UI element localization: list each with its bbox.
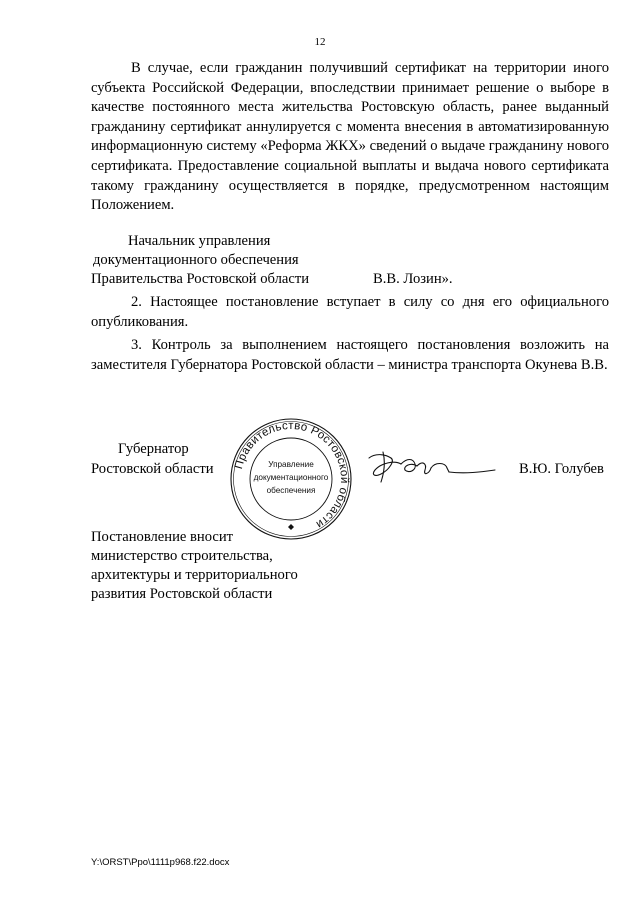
submitted-by-line-2: министерство строительства, <box>91 548 273 564</box>
governor-title-line-1: Губернатор <box>118 441 189 457</box>
governor-signature <box>365 450 497 484</box>
governor-name: В.Ю. Голубев <box>519 461 604 477</box>
paragraph-control: 3. Контроль за выполнением настоящего постановления возложить на заместителя Губернатора Ростовской области – министра транспорта Окунева В.В. <box>91 337 609 373</box>
submitted-by-line-1: Постановление вносит <box>91 529 234 545</box>
paragraph-effective-date: 2. Настоящее постановление вступает в силу со дня его официального опубликования. <box>91 294 609 330</box>
seal-outer-text: Правительство Ростовской области <box>233 419 351 531</box>
seal-star <box>288 524 294 530</box>
official-seal <box>229 417 353 541</box>
page-number: 12 <box>314 36 326 48</box>
seal-inner-line-1: Управление <box>268 460 314 469</box>
seal-inner-line-3: обеспечения <box>266 486 316 495</box>
submitted-by-line-4: развития Ростовской области <box>91 586 273 602</box>
head-signatory-name: В.В. Лозин». <box>373 271 453 287</box>
head-title-line-2: документационного обеспечения <box>93 252 299 268</box>
submitted-by-line-3: архитектуры и территориального <box>91 567 298 583</box>
head-title-line-3: Правительства Ростовской области <box>91 271 310 287</box>
governor-title-line-2: Ростовской области <box>91 461 214 477</box>
seal-inner-line-2: документационного <box>253 473 329 482</box>
paragraph-certificate: В случае, если гражданин получивший сертификат на территории иного субъекта Российской Федерации, впоследствии принимает решение о выборе в качестве постоянного места жительства Ростовскую область, ранее выданный гражданину сертификат аннулируется с момента внесения в автоматизированную информационную систему «Реформа ЖКХ» сведений о выдаче гражданину нового сертификата. Предоставление социальной выплаты и выдача нового сертификата такому гражданину осуществляется в порядке, предусмотренном настоящим Положением. <box>91 60 609 214</box>
head-title-line-1: Начальник управления <box>128 233 271 249</box>
file-path-footer: Y:\ORST\Ppo\1111p968.f22.docx <box>91 857 230 868</box>
